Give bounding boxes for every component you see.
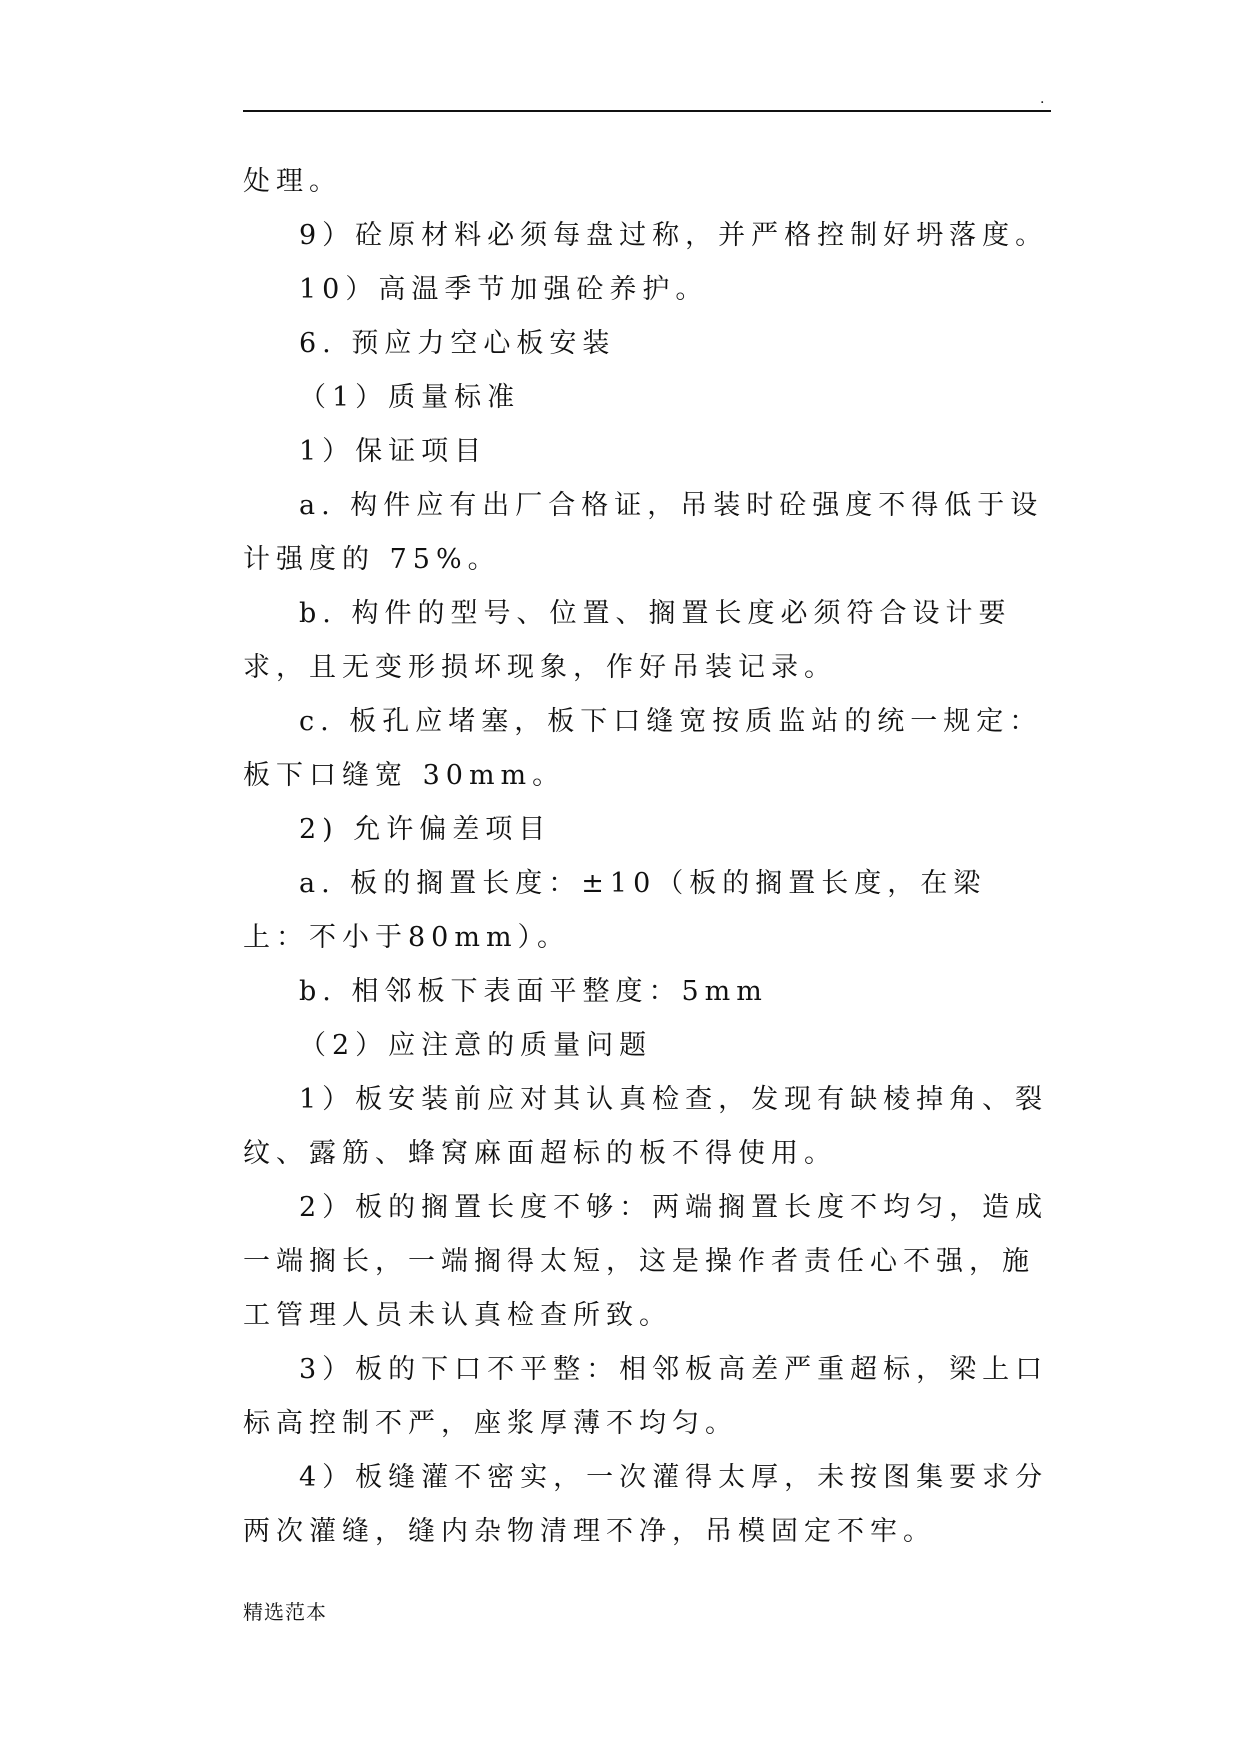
paragraph-item-10: 10）高温季节加强砼养护。 — [299, 274, 709, 305]
paragraph-issue-3: 3）板的下口不平整：相邻板高差严重超标，梁上口标高控制不严，座浆厚薄不均匀。 — [243, 1354, 1049, 1439]
document-body — [243, 155, 1051, 1559]
paragraph-issue-4: 4）板缝灌不密实，一次灌得太厚，未按图集要求分两次灌缝，缝内杂物清理不净，吊模固定不牢。 — [243, 1462, 1049, 1547]
subsection-heading-1: （1）质量标准 — [299, 382, 521, 413]
paragraph-tolerance-b: b. 相邻板下表面平整度：5mm — [299, 976, 768, 1007]
paragraph-issue-2: 2）板的搁置长度不够：两端搁置长度不均匀，造成一端搁长，一端搁得太短，这是操作者责任心不强，施工管理人员未认真检查所致。 — [243, 1192, 1049, 1331]
paragraph-item-c: c. 板孔应堵塞，板下口缝宽按质监站的统一规定：板下口缝宽 30mm。 — [243, 706, 1043, 791]
paragraph-continuation: 处理。 — [243, 166, 342, 197]
item-heading-tolerance: 2) 允许偏差项目 — [299, 814, 552, 845]
section-heading-6: 6. 预应力空心板安装 — [299, 328, 616, 359]
paragraph-issue-1: 1）板安装前应对其认真检查，发现有缺棱掉角、裂纹、露筋、蜂窝麻面超标的板不得使用。 — [243, 1084, 1049, 1169]
header-mark: . — [1040, 91, 1045, 107]
paragraph-tolerance-a: a. 板的搁置长度：±10（板的搁置长度，在梁上：不小于80mm）。 — [243, 868, 987, 953]
header-rule — [243, 110, 1051, 112]
page-footer: 精选范本 — [243, 1600, 327, 1624]
subsection-heading-2: （2）应注意的质量问题 — [299, 1030, 653, 1061]
paragraph-item-a: a. 构件应有出厂合格证，吊装时砼强度不得低于设计强度的 75%。 — [243, 490, 1044, 575]
paragraph-item-9: 9）砼原材料必须每盘过称，并严格控制好坍落度。 — [299, 220, 1049, 251]
paragraph-item-b: b. 构件的型号、位置、搁置长度必须符合设计要求，且无变形损坏现象，作好吊装记录。 — [243, 598, 1012, 683]
item-heading-guarantee: 1）保证项目 — [299, 436, 488, 467]
